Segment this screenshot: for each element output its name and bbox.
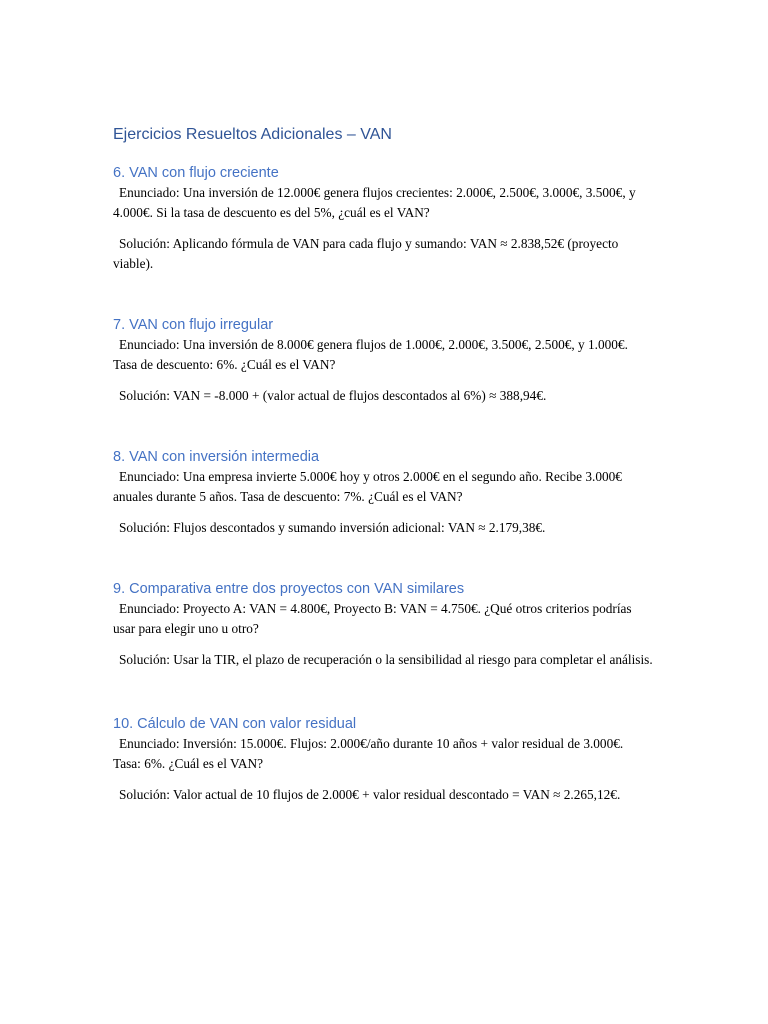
document-page xyxy=(113,124,653,846)
exercise-solution: Solución: Aplicando fórmula de VAN para cada flujo y sumando: VAN ≈ 2.838,52€ (proyecto viable). xyxy=(113,236,619,271)
exercise-6 xyxy=(113,163,653,274)
exercise-heading: 9. Comparativa entre dos proyectos con VAN similares xyxy=(113,581,465,597)
exercise-solution: Solución: Flujos descontados y sumando inversión adicional: VAN ≈ 2.179,38€. xyxy=(119,520,546,535)
exercise-heading: 8. VAN con inversión intermedia xyxy=(113,449,320,465)
exercise-statement: Enunciado: Proyecto A: VAN = 4.800€, Proyecto B: VAN = 4.750€. ¿Qué otros criterios podrías usar para elegir uno u otro? xyxy=(113,601,632,636)
exercise-8 xyxy=(113,447,653,538)
exercise-heading: 6. VAN con flujo creciente xyxy=(113,165,279,181)
document-title: Ejercicios Resueltos Adicionales – VAN xyxy=(113,126,392,143)
exercise-heading: 10. Cálculo de VAN con valor residual xyxy=(113,716,357,732)
exercise-statement: Enunciado: Una inversión de 12.000€ genera flujos crecientes: 2.000€, 2.500€, 3.000€, 3.500€, y 4.000€. Si la tasa de descuento es del 5%, ¿cuál es el VAN? xyxy=(113,185,636,220)
exercise-7 xyxy=(113,315,653,406)
exercise-statement: Enunciado: Una inversión de 8.000€ genera flujos de 1.000€, 2.000€, 3.500€, 2.500€, y 1.000€. Tasa de descuento: 6%. ¿Cuál es el VAN? xyxy=(113,337,628,372)
exercise-solution: Solución: VAN = -8.000 + (valor actual de flujos descontados al 6%) ≈ 388,94€. xyxy=(119,388,547,403)
exercise-9 xyxy=(113,579,653,670)
exercise-solution: Solución: Valor actual de 10 flujos de 2.000€ + valor residual descontado = VAN ≈ 2.265,12€. xyxy=(119,787,621,802)
exercise-solution: Solución: Usar la TIR, el plazo de recuperación o la sensibilidad al riesgo para completar el análisis. xyxy=(119,652,653,667)
exercise-statement: Enunciado: Una empresa invierte 5.000€ hoy y otros 2.000€ en el segundo año. Recibe 3.000€ anuales durante 5 años. Tasa de descuento: 7%. ¿Cuál es el VAN? xyxy=(113,469,622,504)
exercise-statement: Enunciado: Inversión: 15.000€. Flujos: 2.000€/año durante 10 años + valor residual de 3.000€. Tasa: 6%. ¿Cuál es el VAN? xyxy=(113,736,624,771)
exercise-heading: 7. VAN con flujo irregular xyxy=(113,317,274,333)
exercise-10 xyxy=(113,714,653,805)
